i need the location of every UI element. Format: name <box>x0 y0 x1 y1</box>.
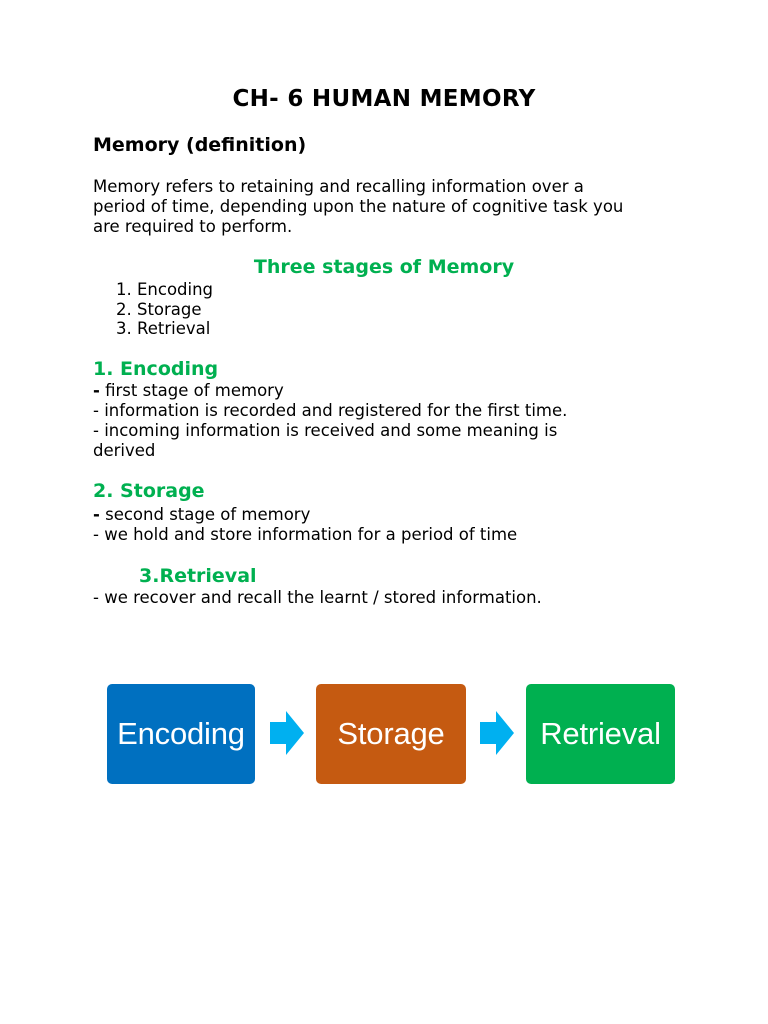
stages-list <box>116 280 213 339</box>
encoding-line <box>93 381 284 401</box>
retrieval-line: - we recover and recall the learnt / stored information. <box>93 588 542 607</box>
definition-line: period of time, depending upon the nature of cognitive task you <box>93 197 624 216</box>
encoding-box: Encoding <box>107 684 255 784</box>
stages-heading: Three stages of Memory <box>253 256 515 278</box>
storage-line: - we hold and store information for a period of time <box>93 525 518 544</box>
stages-list-item: 1. Encoding <box>116 280 214 299</box>
storage-line-text: second stage of memory <box>105 505 311 524</box>
page-title: CH- 6 HUMAN MEMORY <box>232 86 536 112</box>
encoding-bullet: - <box>93 381 100 400</box>
encoding-line: derived <box>93 441 156 460</box>
definition-paragraph <box>93 177 693 237</box>
retrieval-box: Retrieval <box>526 684 675 784</box>
encoding-line: - information is recorded and registered for the first time. <box>93 401 568 420</box>
encoding-heading: 1. Encoding <box>93 358 219 380</box>
right-arrow-icon <box>270 711 304 755</box>
storage-box: Storage <box>316 684 466 784</box>
storage-bullet: - <box>93 505 100 524</box>
encoding-line-text: first stage of memory <box>105 381 284 400</box>
storage-heading: 2. Storage <box>93 480 205 502</box>
stages-list-item: 2. Storage <box>116 299 202 319</box>
definition-line: are required to perform. <box>93 217 293 236</box>
definition-heading: Memory (definition) <box>93 134 307 156</box>
retrieval-heading: 3.Retrieval <box>139 565 257 587</box>
storage-line <box>93 505 310 525</box>
definition-line: Memory refers to retaining and recalling information over a <box>93 177 584 196</box>
encoding-line: - incoming information is received and some meaning is <box>93 421 558 440</box>
right-arrow-icon <box>480 711 514 755</box>
stages-list-item: 3. Retrieval <box>116 319 211 338</box>
